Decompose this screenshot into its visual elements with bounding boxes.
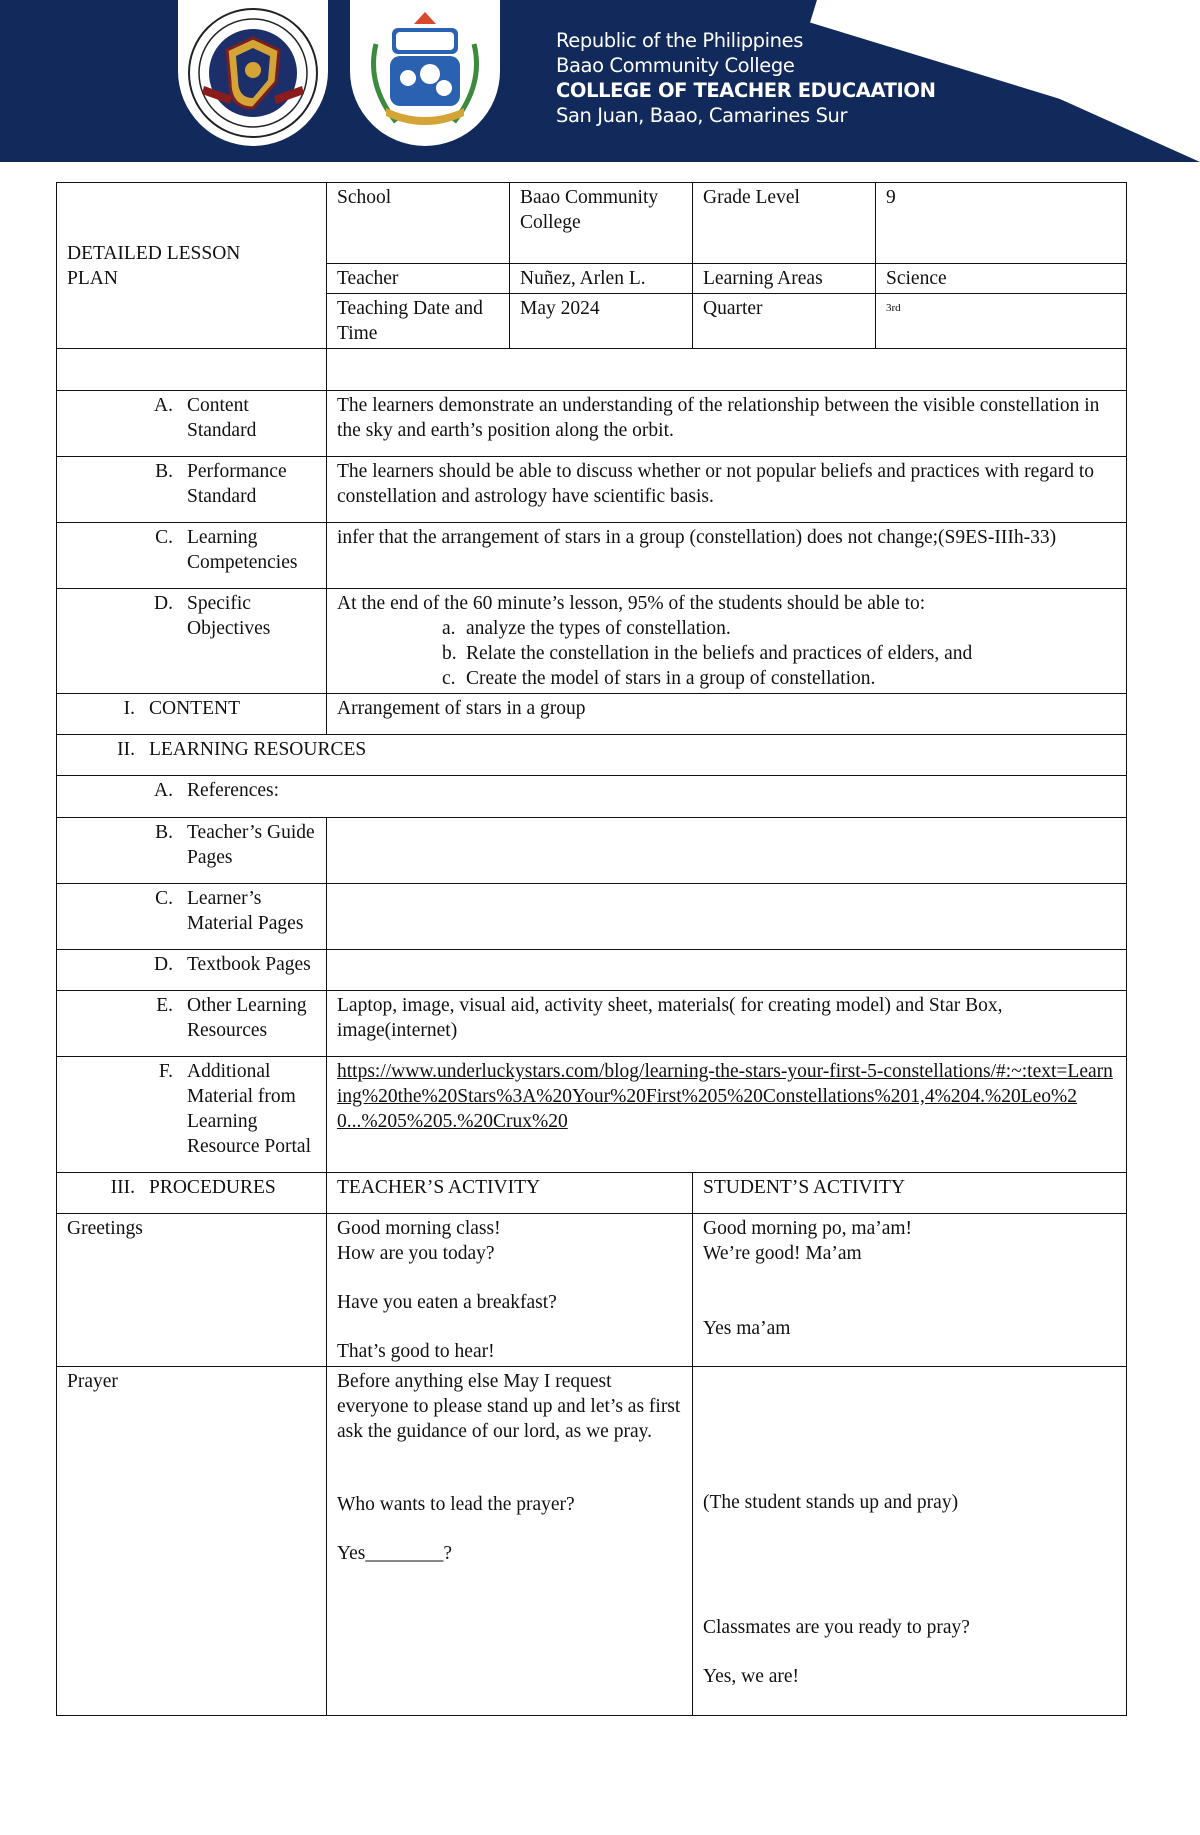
greet-student-line: Good morning po, ma’am! <box>703 1218 913 1239</box>
content-text: Arrangement of stars in a group <box>327 694 1127 735</box>
greetings-label: Greetings <box>57 1214 327 1367</box>
textbook-label-cell <box>57 950 327 991</box>
grade-value: 9 <box>876 183 1127 264</box>
greet-student-line: We’re good! Ma’am <box>703 1243 862 1264</box>
objective-text: Relate the constellation in the beliefs and practices of elders, and <box>466 643 973 664</box>
teachers-guide-letter: B. <box>155 822 173 843</box>
content-number: I. <box>123 698 135 719</box>
additional-material-link[interactable]: https://www.underluckystars.com/blog/learning-the-stars-your-first-5-constellations/#:~:text=Learning%20the%20Stars%3A%20Your%20First%205%20Constellations%201,4%204.%20Leo%20...%205%205.%20Crux%20 <box>337 1061 1113 1132</box>
competencies-label: Learning Competencies <box>187 527 298 573</box>
content-label-cell <box>57 694 327 735</box>
student-activity-header: STUDENT’S ACTIVITY <box>693 1173 1127 1214</box>
learners-material-label: Learner’s Material Pages <box>187 888 304 934</box>
procedures-label: PROCEDURES <box>149 1177 276 1198</box>
objective-text: Create the model of stars in a group of constellation. <box>466 668 876 689</box>
header-college-name: Baao Community College <box>556 54 795 77</box>
objective-item <box>442 616 1116 641</box>
objective-item <box>442 641 1116 666</box>
objective-number: a. <box>442 618 456 639</box>
performance-standard-label-cell <box>57 457 327 523</box>
header-republic: Republic of the Philippines <box>556 29 803 52</box>
objective-text: analyze the types of constellation. <box>466 618 731 639</box>
date-value: May 2024 <box>510 294 693 349</box>
prayer-teacher-cell <box>327 1367 693 1716</box>
learners-material-letter: C. <box>155 888 173 909</box>
greetings-student-cell <box>693 1214 1127 1367</box>
teachers-guide-value <box>327 818 1127 884</box>
prayer-student-line: Classmates are you ready to pray? <box>703 1617 970 1638</box>
additional-material-cell <box>327 1057 1127 1173</box>
blank-cell-left <box>57 349 327 391</box>
grade-label: Grade Level <box>693 183 876 264</box>
content-standard-letter: A. <box>154 395 173 416</box>
textbook-value <box>327 950 1127 991</box>
resources-label: LEARNING RESOURCES <box>149 739 367 760</box>
dlp-title: DETAILED LESSON PLAN <box>67 242 241 289</box>
other-resources-label: Other Learning Resources <box>187 995 307 1041</box>
quarter-label: Quarter <box>693 294 876 349</box>
textbook-letter: D. <box>154 954 173 975</box>
greet-student-line: Yes ma’am <box>703 1318 791 1339</box>
quarter-value-cell <box>876 294 1127 349</box>
school-value: Baao Community College <box>510 183 693 264</box>
references-label: References: <box>187 780 280 801</box>
objective-number: b. <box>442 643 457 664</box>
additional-material-label: Additional Material from Learning Resource Portal <box>187 1061 312 1157</box>
objective-number: c. <box>442 668 456 689</box>
college-of-education-logo <box>350 0 500 146</box>
greetings-teacher-cell <box>327 1214 693 1367</box>
textbook-label: Textbook Pages <box>187 954 311 975</box>
procedures-label-cell <box>57 1173 327 1214</box>
content-standard-label-cell <box>57 391 327 457</box>
references-letter: A. <box>154 780 173 801</box>
prayer-student-cell <box>693 1367 1127 1716</box>
prayer-student-line: (The student stands up and pray) <box>703 1492 959 1513</box>
header-text-block <box>556 28 936 128</box>
school-label: School <box>327 183 510 264</box>
additional-material-label-cell <box>57 1057 327 1173</box>
performance-label: Performance Standard <box>187 461 287 507</box>
prayer-student-line: Yes, we are! <box>703 1666 800 1687</box>
greet-teacher-line: That’s good to hear! <box>337 1341 495 1362</box>
objectives-cell <box>327 589 1127 694</box>
date-label: Teaching Date and Time <box>327 294 510 349</box>
teacher-activity-header: TEACHER’S ACTIVITY <box>327 1173 693 1214</box>
objectives-letter: D. <box>154 593 173 614</box>
header-address: San Juan, Baao, Camarines Sur <box>556 104 848 127</box>
header-department: COLLEGE OF TEACHER EDUCAATION <box>556 79 936 102</box>
teacher-value: Nuñez, Arlen L. <box>510 264 693 294</box>
other-resources-text: Laptop, image, visual aid, activity sheet, materials( for creating model) and Star Box, image(internet) <box>327 991 1127 1057</box>
performance-standard-text: The learners should be able to discuss whether or not popular beliefs and practices with regard to constellation and astrology have scientific basis. <box>327 457 1127 523</box>
objectives-label: Specific Objectives <box>187 593 271 639</box>
greet-teacher-line: Have you eaten a breakfast? <box>337 1292 557 1313</box>
greet-teacher-line: How are you today? <box>337 1243 495 1264</box>
prayer-label: Prayer <box>57 1367 327 1716</box>
dlp-title-cell <box>57 183 327 349</box>
learners-material-value <box>327 884 1127 950</box>
teachers-guide-label: Teacher’s Guide Pages <box>187 822 315 868</box>
additional-material-letter: F. <box>158 1061 173 1082</box>
references-cell <box>57 776 1127 818</box>
greet-teacher-line: Good morning class! <box>337 1218 501 1239</box>
competencies-letter: C. <box>155 527 173 548</box>
learning-resources-cell <box>57 735 1127 776</box>
other-resources-letter: E. <box>156 995 173 1016</box>
content-label: CONTENT <box>149 698 240 719</box>
prayer-teacher-line: Before anything else May I request everyone to please stand up and let’s as first ask the guidance of our lord, as we pray. <box>337 1371 681 1442</box>
lesson-plan-table <box>56 182 1127 1716</box>
performance-letter: B. <box>155 461 173 482</box>
area-label: Learning Areas <box>693 264 876 294</box>
competencies-text: infer that the arrangement of stars in a group (constellation) does not change;(S9ES-IIIh-33) <box>327 523 1127 589</box>
teachers-guide-label-cell <box>57 818 327 884</box>
prayer-teacher-line: Yes________? <box>337 1543 453 1564</box>
teacher-label: Teacher <box>327 264 510 294</box>
procedures-number: III. <box>110 1177 135 1198</box>
learners-material-label-cell <box>57 884 327 950</box>
content-standard-text: The learners demonstrate an understanding of the relationship between the visible constellation in the sky and earth’s position along the orbit. <box>327 391 1127 457</box>
college-seal-logo <box>178 0 328 146</box>
objectives-intro: At the end of the 60 minute’s lesson, 95% of the students should be able to: <box>337 593 926 614</box>
objective-item <box>442 666 1116 691</box>
other-resources-label-cell <box>57 991 327 1057</box>
resources-number: II. <box>117 739 135 760</box>
blank-cell-right <box>327 349 1127 391</box>
area-value: Science <box>876 264 1127 294</box>
quarter-value: 3rd <box>886 302 901 314</box>
content-standard-label: Content Standard <box>187 395 257 441</box>
objectives-label-cell <box>57 589 327 694</box>
competencies-label-cell <box>57 523 327 589</box>
document-header <box>0 0 1200 162</box>
prayer-teacher-line: Who wants to lead the prayer? <box>337 1494 575 1515</box>
